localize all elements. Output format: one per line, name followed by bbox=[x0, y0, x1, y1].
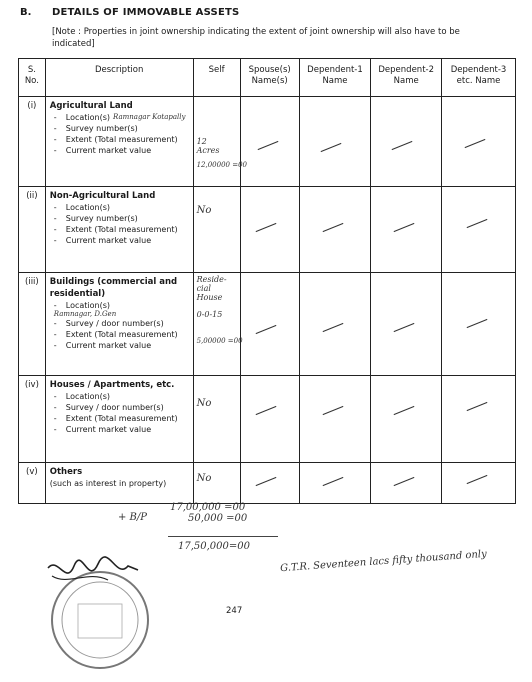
dash-mark bbox=[322, 406, 343, 415]
handwritten-value: cial bbox=[196, 284, 211, 293]
total-underline bbox=[168, 536, 278, 537]
handwritten-value: Acres bbox=[196, 146, 220, 155]
list-item: - Current market value bbox=[53, 236, 152, 245]
dependent-1-cell bbox=[299, 97, 371, 187]
row-sno: (i) bbox=[19, 97, 46, 187]
official-seal-stamp bbox=[38, 556, 170, 674]
list-item: - Location(s) bbox=[53, 392, 111, 401]
row-category-note: (such as interest in property) bbox=[49, 479, 167, 488]
grand-total: 17,50,000=00 bbox=[178, 541, 250, 552]
handwritten-value: Reside- bbox=[196, 275, 227, 284]
row-description bbox=[45, 97, 193, 187]
dash-mark bbox=[394, 323, 415, 332]
table-row bbox=[19, 273, 516, 376]
header-dependent-2: Dependent-2 Name bbox=[371, 59, 442, 97]
dash-mark bbox=[322, 223, 343, 232]
handwritten-value: 12,00000 =00 bbox=[196, 161, 247, 169]
list-item: - Extent (Total measurement) bbox=[53, 330, 178, 339]
row-description bbox=[45, 187, 193, 273]
spouse-cell bbox=[240, 376, 299, 463]
list-item: - Current market value bbox=[53, 146, 152, 155]
list-item: - Survey / door number(s) bbox=[53, 319, 164, 328]
dependent-3-cell bbox=[442, 463, 516, 504]
row-category: Buildings (commercial and residential) bbox=[49, 277, 178, 299]
list-item: - Current market value bbox=[53, 341, 152, 350]
dependent-3-cell bbox=[442, 97, 516, 187]
dash-mark bbox=[322, 323, 343, 332]
dependent-3-cell bbox=[442, 273, 516, 376]
dash-mark bbox=[394, 406, 415, 415]
spouse-cell bbox=[240, 463, 299, 504]
dash-mark bbox=[467, 475, 488, 484]
list-item: - Survey number(s) bbox=[53, 214, 138, 223]
self-cell bbox=[193, 376, 240, 463]
bp-label: + B/P bbox=[118, 512, 148, 523]
dependent-1-cell bbox=[299, 463, 371, 504]
self-cell bbox=[193, 97, 247, 187]
dependent-1-cell bbox=[299, 187, 371, 273]
dependent-2-cell bbox=[371, 187, 442, 273]
header-description: Description bbox=[45, 59, 193, 97]
handwritten-value: No bbox=[196, 398, 212, 409]
table-row bbox=[19, 97, 516, 187]
section-letter: B. bbox=[20, 7, 32, 18]
dash-mark bbox=[322, 477, 343, 486]
sum-line-1: 17,00,000 =00 bbox=[170, 502, 246, 513]
self-cell bbox=[193, 463, 240, 504]
row-category: Agricultural Land bbox=[49, 101, 133, 111]
list-item: - Current market value bbox=[53, 425, 152, 434]
dash-mark bbox=[465, 139, 486, 148]
handwritten-value: House bbox=[196, 293, 223, 302]
list-item: - Survey / door number(s) bbox=[53, 403, 164, 412]
page-number: 247 bbox=[226, 606, 243, 616]
list-item: - Extent (Total measurement) bbox=[53, 135, 178, 144]
dash-mark bbox=[255, 406, 276, 415]
handwritten-value: 12 bbox=[196, 137, 207, 146]
header-self: Self bbox=[193, 59, 240, 97]
total-in-words: G.T.R. Seventeen lacs fifty thousand only bbox=[279, 548, 488, 575]
dash-mark bbox=[255, 325, 276, 334]
dash-mark bbox=[467, 402, 488, 411]
handwritten-value: No bbox=[196, 205, 212, 216]
dependent-1-cell bbox=[299, 376, 371, 463]
table-header-row bbox=[19, 59, 516, 97]
row-sno: (ii) bbox=[19, 187, 46, 273]
dependent-2-cell bbox=[371, 376, 442, 463]
row-category: Houses / Apartments, etc. bbox=[49, 380, 175, 390]
header-spouse: Spouse(s) Name(s) bbox=[240, 59, 299, 97]
dash-mark bbox=[255, 477, 276, 486]
sum-line-2: 50,000 =00 bbox=[188, 513, 248, 524]
section-title: DETAILS OF IMMOVABLE ASSETS bbox=[52, 7, 240, 18]
dash-mark bbox=[467, 319, 488, 328]
table-row bbox=[19, 376, 516, 463]
list-item: - Location(s) Ramnagar Kotapally bbox=[53, 113, 186, 122]
dash-mark bbox=[320, 143, 341, 152]
section-note: [Note : Properties in joint ownership indicating the extent of joint ownership will also have to be indicated] bbox=[52, 27, 460, 49]
handwritten-location: Ramnagar, D.Gen bbox=[53, 310, 117, 318]
row-description bbox=[45, 273, 193, 376]
row-sno: (iii) bbox=[19, 273, 46, 376]
spouse-cell bbox=[240, 187, 299, 273]
spouse-cell bbox=[240, 273, 299, 376]
header-dependent-3: Dependent-3 etc. Name bbox=[442, 59, 516, 97]
table-row bbox=[19, 463, 516, 504]
self-cell bbox=[193, 187, 240, 273]
list-item: - Location(s) bbox=[53, 203, 111, 212]
dependent-3-cell bbox=[442, 187, 516, 273]
header-sno: S. No. bbox=[19, 59, 46, 97]
self-cell bbox=[193, 273, 243, 376]
list-item: - Survey number(s) bbox=[53, 124, 138, 133]
immovable-assets-table bbox=[18, 58, 516, 504]
dash-mark bbox=[467, 219, 488, 228]
dependent-2-cell bbox=[371, 273, 442, 376]
dependent-2-cell bbox=[371, 463, 442, 504]
row-description bbox=[45, 376, 193, 463]
row-category: Others bbox=[49, 467, 83, 477]
spouse-cell bbox=[240, 97, 299, 187]
handwritten-value: No bbox=[196, 473, 212, 484]
dash-mark bbox=[257, 141, 278, 150]
dash-mark bbox=[392, 141, 413, 150]
list-item: - Extent (Total measurement) bbox=[53, 225, 178, 234]
handwritten-sums bbox=[170, 502, 247, 524]
handwritten-value: 0-0-15 bbox=[196, 310, 223, 319]
row-sno: (v) bbox=[19, 463, 46, 504]
row-category: Non-Agricultural Land bbox=[49, 191, 156, 201]
header-dependent-1: Dependent-1 Name bbox=[299, 59, 371, 97]
dash-mark bbox=[394, 223, 415, 232]
dash-mark bbox=[255, 223, 276, 232]
table-row bbox=[19, 187, 516, 273]
dependent-2-cell bbox=[371, 97, 442, 187]
dependent-1-cell bbox=[299, 273, 371, 376]
row-sno: (iv) bbox=[19, 376, 46, 463]
dependent-3-cell bbox=[442, 376, 516, 463]
signature bbox=[48, 557, 138, 573]
list-item: - Location(s) bbox=[53, 301, 111, 310]
handwritten-location: Ramnagar Kotapally bbox=[113, 113, 186, 121]
list-item: - Extent (Total measurement) bbox=[53, 414, 178, 423]
row-description bbox=[45, 463, 193, 504]
dash-mark bbox=[394, 477, 415, 486]
handwritten-value: 5,00000 =00 bbox=[196, 337, 243, 345]
